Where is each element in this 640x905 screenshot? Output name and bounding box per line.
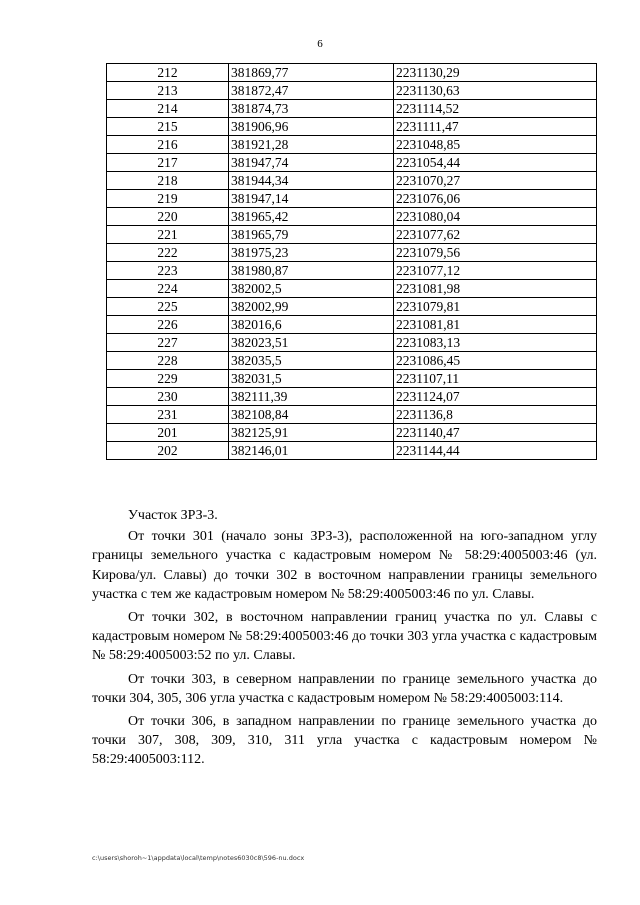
table-row — [107, 406, 597, 424]
x-coordinate-cell: 381872,47 — [229, 82, 394, 100]
coordinates-table — [106, 63, 597, 460]
table-row — [107, 136, 597, 154]
x-coordinate-cell: 381980,87 — [229, 262, 394, 280]
y-coordinate-cell: 2231083,13 — [394, 334, 597, 352]
x-coordinate-cell: 381965,42 — [229, 208, 394, 226]
x-coordinate-cell: 382035,5 — [229, 352, 394, 370]
point-number-cell: 227 — [107, 334, 229, 352]
table-row — [107, 262, 597, 280]
table-row — [107, 334, 597, 352]
point-number-cell: 216 — [107, 136, 229, 154]
y-coordinate-cell: 2231077,62 — [394, 226, 597, 244]
point-number-cell: 213 — [107, 82, 229, 100]
table-row — [107, 316, 597, 334]
table-row — [107, 190, 597, 208]
footer-file-path: c:\users\shoroh~1\appdata\local\temp\notes6030c8\596-nu.docx — [92, 854, 305, 862]
section-paragraph: От точки 306, в западном направлении по границе земельного участка до точки 307, 308, 309, 310, 311 угла участка с кадастровым номером № 58:29:4005003:112. — [92, 714, 597, 768]
point-number-cell: 226 — [107, 316, 229, 334]
section-heading: Участок ЗРЗ-3. — [128, 508, 218, 523]
y-coordinate-cell: 2231111,47 — [394, 118, 597, 136]
page-number: 6 — [317, 38, 323, 50]
y-coordinate-cell: 2231130,29 — [394, 64, 597, 82]
y-coordinate-cell: 2231107,11 — [394, 370, 597, 388]
y-coordinate-cell: 2231048,85 — [394, 136, 597, 154]
table-row — [107, 388, 597, 406]
point-number-cell: 224 — [107, 280, 229, 298]
point-number-cell: 201 — [107, 424, 229, 442]
x-coordinate-cell: 382002,99 — [229, 298, 394, 316]
y-coordinate-cell: 2231130,63 — [394, 82, 597, 100]
point-number-cell: 223 — [107, 262, 229, 280]
table-row — [107, 280, 597, 298]
x-coordinate-cell: 382023,51 — [229, 334, 394, 352]
point-number-cell: 230 — [107, 388, 229, 406]
x-coordinate-cell: 381965,79 — [229, 226, 394, 244]
point-number-cell: 212 — [107, 64, 229, 82]
coordinates-table-body — [107, 64, 597, 460]
y-coordinate-cell: 2231136,8 — [394, 406, 597, 424]
point-number-cell: 229 — [107, 370, 229, 388]
point-number-cell: 215 — [107, 118, 229, 136]
x-coordinate-cell: 382146,01 — [229, 442, 394, 460]
point-number-cell: 228 — [107, 352, 229, 370]
point-number-cell: 202 — [107, 442, 229, 460]
point-number-cell: 217 — [107, 154, 229, 172]
point-number-cell: 219 — [107, 190, 229, 208]
table-row — [107, 64, 597, 82]
x-coordinate-cell: 381944,34 — [229, 172, 394, 190]
point-number-cell: 225 — [107, 298, 229, 316]
x-coordinate-cell: 382016,6 — [229, 316, 394, 334]
point-number-cell: 220 — [107, 208, 229, 226]
point-number-cell: 214 — [107, 100, 229, 118]
point-number-cell: 222 — [107, 244, 229, 262]
section-paragraph: От точки 303, в северном направлении по границе земельного участка до точки 304, 305, 306 угла участка с кадастровым номером № 58:29:4005003:114. — [92, 671, 597, 706]
table-row — [107, 244, 597, 262]
point-number-cell: 231 — [107, 406, 229, 424]
y-coordinate-cell: 2231086,45 — [394, 352, 597, 370]
x-coordinate-cell: 382125,91 — [229, 424, 394, 442]
table-row — [107, 442, 597, 460]
table-row — [107, 172, 597, 190]
x-coordinate-cell: 381906,96 — [229, 118, 394, 136]
y-coordinate-cell: 2231144,44 — [394, 442, 597, 460]
table-row — [107, 424, 597, 442]
x-coordinate-cell: 381921,28 — [229, 136, 394, 154]
table-row — [107, 298, 597, 316]
table-row — [107, 226, 597, 244]
section-paragraph: От точки 302, в восточном направлении границ участка по ул. Славы с кадастровым номером № 58:29:4005003:46 до точки 303 угла участка с кадастровым № 58:29:4005003:52 по ул. Славы. — [92, 610, 597, 664]
y-coordinate-cell: 2231080,04 — [394, 208, 597, 226]
y-coordinate-cell: 2231070,27 — [394, 172, 597, 190]
x-coordinate-cell: 381947,74 — [229, 154, 394, 172]
x-coordinate-cell: 382111,39 — [229, 388, 394, 406]
section-text — [92, 506, 597, 774]
table-row — [107, 118, 597, 136]
y-coordinate-cell: 2231124,07 — [394, 388, 597, 406]
x-coordinate-cell: 382031,5 — [229, 370, 394, 388]
y-coordinate-cell: 2231081,81 — [394, 316, 597, 334]
x-coordinate-cell: 382002,5 — [229, 280, 394, 298]
y-coordinate-cell: 2231140,47 — [394, 424, 597, 442]
x-coordinate-cell: 381947,14 — [229, 190, 394, 208]
y-coordinate-cell: 2231081,98 — [394, 280, 597, 298]
table-row — [107, 100, 597, 118]
x-coordinate-cell: 381975,23 — [229, 244, 394, 262]
point-number-cell: 221 — [107, 226, 229, 244]
point-number-cell: 218 — [107, 172, 229, 190]
y-coordinate-cell: 2231076,06 — [394, 190, 597, 208]
x-coordinate-cell: 381874,73 — [229, 100, 394, 118]
section-paragraph: От точки 301 (начало зоны ЗРЗ-3), расположенной на юго-западном углу границы земельного участка с кадастровым номером № 58:29:4005003:46 (ул. Кирова/ул. Славы) до точки 302 в восточном направлении границы земельного участка с тем же кадастровым номером № 58:29:4005003:46 по ул. Славы. — [92, 529, 597, 602]
x-coordinate-cell: 381869,77 — [229, 64, 394, 82]
table-row — [107, 208, 597, 226]
table-row — [107, 370, 597, 388]
table-row — [107, 82, 597, 100]
y-coordinate-cell: 2231054,44 — [394, 154, 597, 172]
y-coordinate-cell: 2231114,52 — [394, 100, 597, 118]
y-coordinate-cell: 2231079,81 — [394, 298, 597, 316]
y-coordinate-cell: 2231077,12 — [394, 262, 597, 280]
table-row — [107, 352, 597, 370]
table-row — [107, 154, 597, 172]
x-coordinate-cell: 382108,84 — [229, 406, 394, 424]
y-coordinate-cell: 2231079,56 — [394, 244, 597, 262]
